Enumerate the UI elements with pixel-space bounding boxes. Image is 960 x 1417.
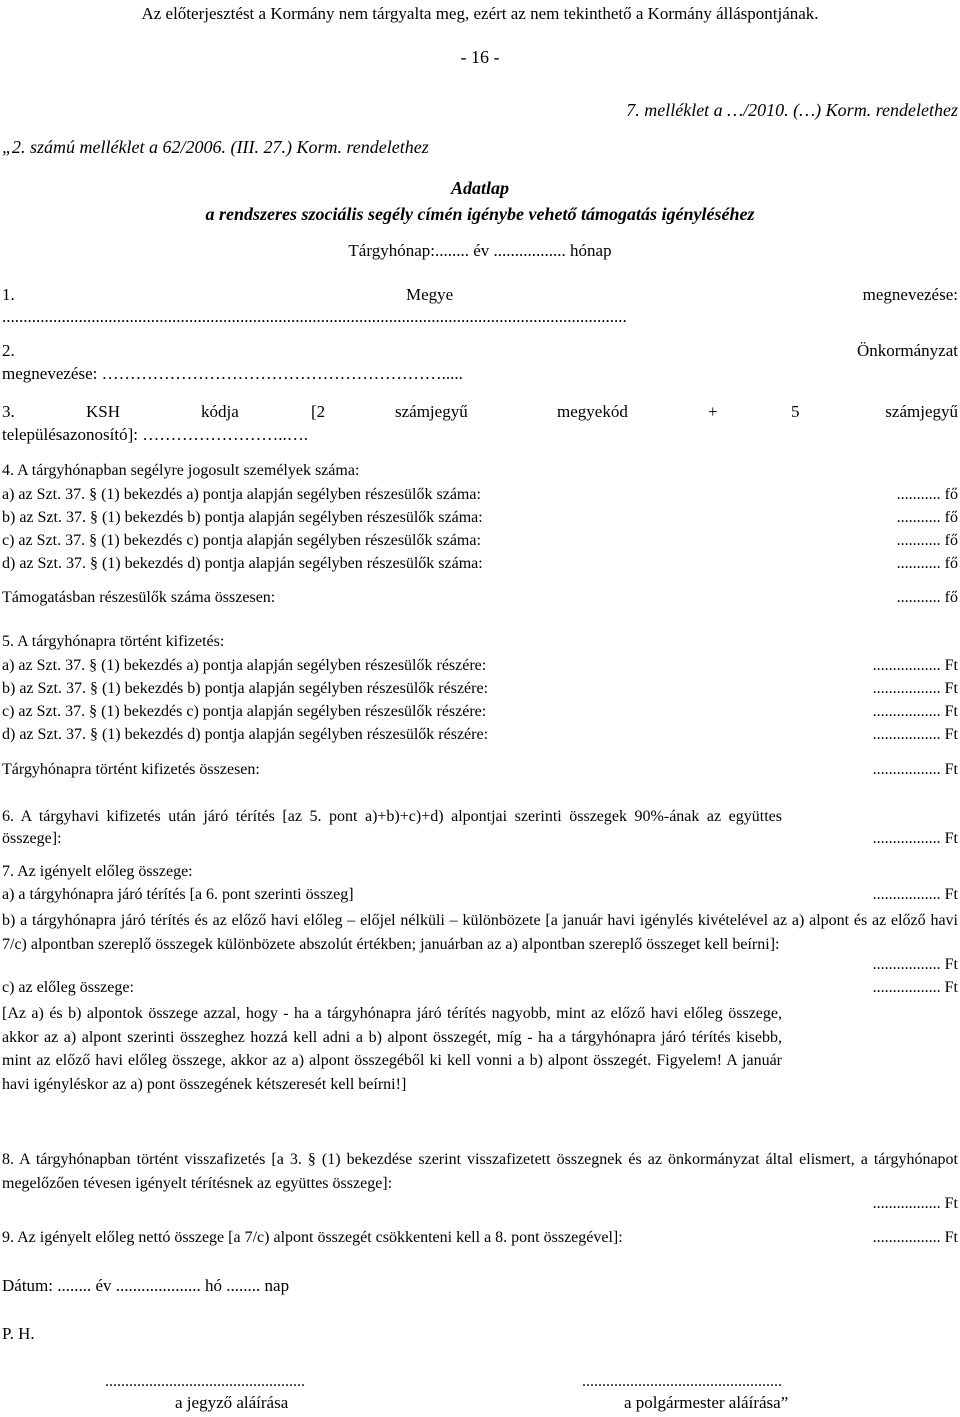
section-7b-value[interactable]: ................. Ft <box>872 956 958 973</box>
row-label: a) az Szt. 37. § (1) bekezdés a) pontja alapján segélyben részesülők részére: <box>2 657 487 674</box>
total-label: Támogatásban részesülők száma összesen: <box>2 589 276 606</box>
field-3-word: számjegyű <box>885 402 958 421</box>
section-4-total <box>2 589 958 611</box>
row-label: b) az Szt. 37. § (1) bekezdés b) pontja alapján segélyben részesülők száma: <box>2 509 483 526</box>
draft-notice: Az előterjesztést a Kormány nem tárgyalta meg, ezért az nem tekinthető a Kormány álláspontjának. <box>141 4 819 23</box>
table-row <box>2 532 958 554</box>
total-value[interactable]: ........... fő <box>896 589 958 606</box>
field-1-label: megnevezése: <box>862 285 958 304</box>
row-value[interactable]: ................. Ft <box>872 680 958 697</box>
total-label: Tárgyhónapra történt kifizetés összesen: <box>2 761 260 778</box>
total-value[interactable]: ................. Ft <box>872 761 958 778</box>
table-row <box>2 726 958 748</box>
field-2-blank[interactable]: megnevezése: ……………………………………………………..... <box>2 364 463 383</box>
field-3-word: 3. <box>2 402 15 421</box>
row-value[interactable]: ........... fő <box>896 555 958 572</box>
table-row <box>2 680 958 702</box>
row-label: b) az Szt. 37. § (1) bekezdés b) pontja alapján segélyben részesülők részére: <box>2 680 489 697</box>
row-value[interactable]: ................. Ft <box>872 726 958 743</box>
field-1-blank[interactable]: ................................................................................................................................................... <box>2 307 627 326</box>
signature-label-mayor: a polgármester aláírása” <box>624 1393 789 1412</box>
field-3-word: KSH <box>86 402 121 421</box>
section-7a-label: a) a tárgyhónapra járó térítés [a 6. pont szerinti összeg] <box>2 886 354 903</box>
row-value[interactable]: ........... fő <box>896 486 958 503</box>
period-line: Tárgyhónap:........ év ................. hónap <box>348 241 612 260</box>
row-label: a) az Szt. 37. § (1) bekezdés a) pontja alapján segélyben részesülők száma: <box>2 486 481 503</box>
row-label: d) az Szt. 37. § (1) bekezdés d) pontja alapján segélyben részesülők részére: <box>2 726 489 743</box>
date-line[interactable]: Dátum: ........ év .................... hó ........ nap <box>2 1276 290 1295</box>
signature-line-mayor[interactable]: .................................................. <box>582 1373 782 1390</box>
table-row <box>2 486 958 508</box>
row-label: c) az Szt. 37. § (1) bekezdés c) pontja alapján segélyben részesülők száma: <box>2 532 481 549</box>
field-3-word: megyekód <box>557 402 628 421</box>
annex-reference-old: „2. számú melléklet a 62/2006. (III. 27.) Korm. rendelethez <box>2 137 429 157</box>
field-1-county: Megye <box>406 285 454 304</box>
section-6-value[interactable]: ................. Ft <box>872 830 958 847</box>
table-row <box>2 555 958 577</box>
signature-line-clerk[interactable]: .................................................. <box>105 1373 305 1390</box>
page-number: - 16 - <box>460 47 500 67</box>
table-row <box>2 657 958 679</box>
section-9-value[interactable]: ................. Ft <box>872 1229 958 1246</box>
form-subtitle: a rendszeres szociális segély címén igénybe vehető támogatás igényléséhez <box>205 204 755 224</box>
section-5-heading: 5. A tárgyhónapra történt kifizetés: <box>2 633 225 650</box>
row-value[interactable]: ........... fő <box>896 532 958 549</box>
field-2-municipality: Önkormányzat <box>856 341 958 360</box>
signature-label-clerk: a jegyző aláírása <box>175 1393 289 1412</box>
row-value[interactable]: ................. Ft <box>872 657 958 674</box>
section-8-value[interactable]: ................. Ft <box>872 1195 958 1212</box>
section-5-total <box>2 761 958 783</box>
row-value[interactable]: ................. Ft <box>872 703 958 720</box>
section-7c-value[interactable]: ................. Ft <box>872 979 958 996</box>
row-value[interactable]: ........... fő <box>896 509 958 526</box>
field-3-word: kódja <box>201 402 239 421</box>
table-row <box>2 703 958 725</box>
field-1-number: 1. <box>2 285 15 304</box>
section-9-text: 9. Az igényelt előleg nettó összege [a 7/c) alpont összegét csökkenteni kell a 8. pont összegével]: <box>2 1229 623 1246</box>
annex-reference-new: 7. melléklet a …/2010. (…) Korm. rendelethez <box>626 100 958 120</box>
field-3-word: 5 <box>791 402 800 421</box>
section-7a-value[interactable]: ................. Ft <box>872 886 958 903</box>
section-7-note: [Az a) és b) alpontok összege azzal, hogy - ha a tárgyhónapra járó térítés nagyobb, mint az előző havi előleg összege, akkor az a) alpont szerinti összeghez hozzá kell adni a b) alpont összegét, míg - ha a tárgyhónapra járó térítés kisebb, mint az előző havi előleg összege, akkor az a) alpont összegéből ki kell vonni a b) alpont összegét. Figyelem! A január havi igényléskor az a) pont összegének kétszeresét kell beírni!] <box>2 1005 782 1093</box>
field-3-blank[interactable]: településazonosító]: ……………………..…. <box>2 425 308 444</box>
section-7b-text: b) a tárgyhónapra járó térítés és az előző havi előleg – előjel nélküli – különbözete [a január havi igénylés kivételével az a) alpont és az előző havi 7/c) alpontban szereplő összegek különbözete abszolút értékben; januárban az a) alpontban szereplő összeget kell beírni]: <box>2 912 958 953</box>
row-label: c) az Szt. 37. § (1) bekezdés c) pontja alapján segélyben részesülők részére: <box>2 703 487 720</box>
section-7-heading: 7. Az igényelt előleg összege: <box>2 863 193 880</box>
field-3-word: [2 <box>311 402 326 421</box>
section-8-text: 8. A tárgyhónapban történt visszafizetés [a 3. § (1) bekezdése szerint visszafizetett összegnek és az önkormányzat által elismert, a tárgyhónapot megelőzően tévesen igényelt térítésnek az együttes összege]: <box>2 1151 958 1192</box>
field-2-number: 2. <box>2 341 15 360</box>
section-4-heading: 4. A tárgyhónapban segélyre jogosult személyek száma: <box>2 462 360 479</box>
field-3-word: + <box>708 402 718 421</box>
row-label: d) az Szt. 37. § (1) bekezdés d) pontja alapján segélyben részesülők száma: <box>2 555 483 572</box>
form-title: Adatlap <box>450 178 509 198</box>
field-3-word: számjegyű <box>395 402 468 421</box>
section-7c-label: c) az előleg összege: <box>2 979 134 996</box>
table-row <box>2 509 958 531</box>
section-6-text: 6. A tárgyhavi kifizetés után járó térítés [az 5. pont a)+b)+c)+d) alpontjai szerinti összegek 90%-ának az együttes összege]: <box>2 808 782 847</box>
seal-placeholder: P. H. <box>2 1324 35 1343</box>
